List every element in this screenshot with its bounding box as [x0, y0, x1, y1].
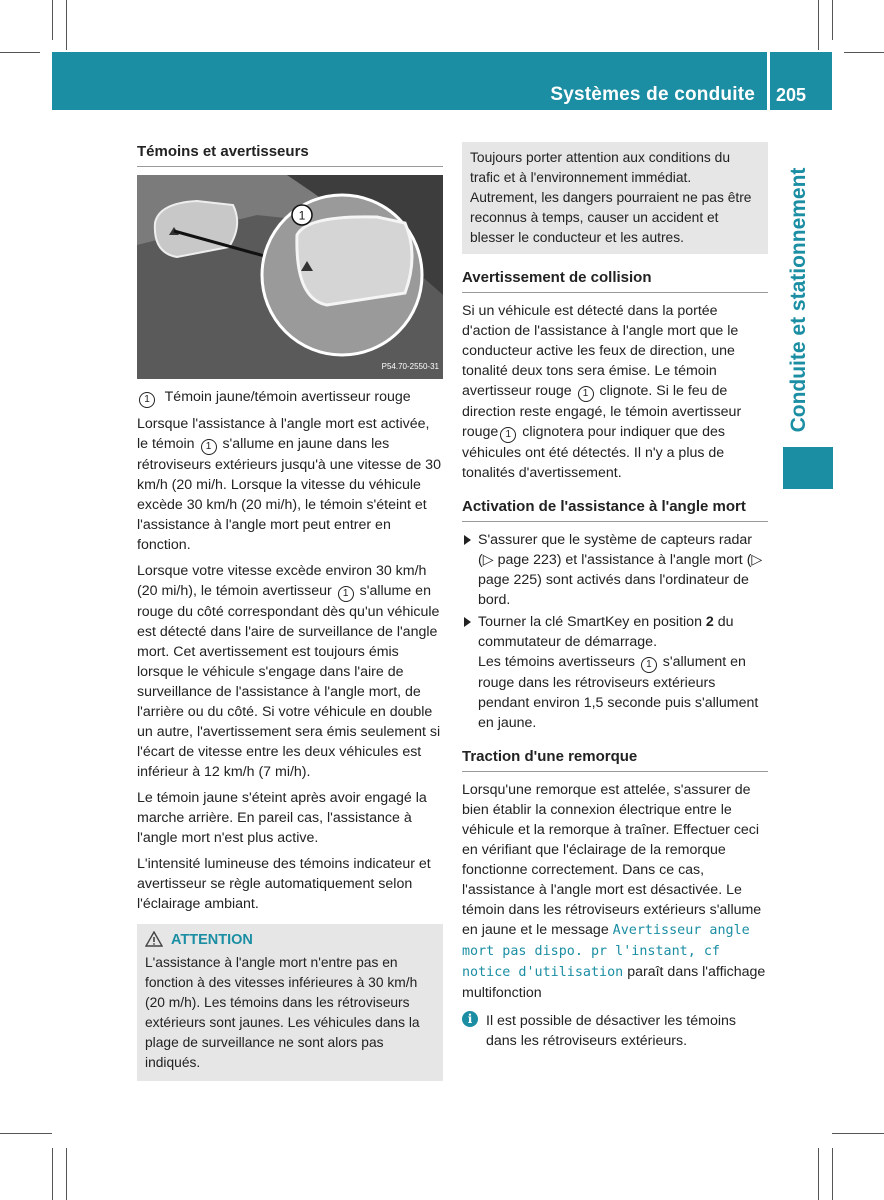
- crop-mark: [0, 52, 40, 53]
- info-text: Il est possible de désactiver les témoins dans les rétroviseurs extérieurs.: [486, 1013, 736, 1049]
- mirror-illustration: [137, 175, 443, 379]
- callout-number: 1: [338, 586, 354, 602]
- crop-mark: [52, 1148, 53, 1200]
- side-tab-marker: [783, 447, 833, 489]
- crop-mark: [66, 0, 67, 50]
- side-tab: [779, 150, 819, 450]
- text: clignotera pour indiquer que des véhicules ont été détectés. Il n'y a plus de tonalités d'avertissement.: [462, 424, 725, 481]
- text: s'allume en rouge du côté correspondant dès qu'un véhicule est détecté dans l'aire de surveillance de l'angle mort. Cet avertissement est toujours émis lorsque le véhicule s'engage dans l'aire de surveillance de l'assistance à l'angle mort, de l'arrière ou du côté. Si votre véhicule en double un autre, l'avertissement sera émis seulement si l'écart de vitesse entre les deux véhicules est inférieur à 12 km/h (7 mi/h).: [137, 583, 441, 780]
- page-number-box: [767, 52, 832, 110]
- text: paraît dans l'affichage multifonction: [462, 964, 766, 1001]
- text: Les témoins avertisseurs: [478, 654, 639, 670]
- paragraph: [462, 780, 768, 1003]
- info-icon: i: [462, 1011, 478, 1027]
- side-tab-label: Conduite et stationnement: [787, 167, 810, 433]
- callout-number: 1: [139, 392, 155, 408]
- page-number: 205: [776, 85, 807, 105]
- left-column: [137, 142, 443, 1081]
- crop-mark: [52, 0, 53, 40]
- section-title: Témoins et avertisseurs: [137, 142, 443, 167]
- text: s'allume en jaune dans les rétroviseurs extérieurs jusqu'à une vitesse de 30 km/h (20 mi/h. Lorsque la vitesse du véhicule excède 30 km/h (20 mi/h), le témoin s'éteint et l'assistance à l'angle mort peut entrer en fonction.: [137, 436, 441, 553]
- section-title: Traction d'une remorque: [462, 747, 768, 772]
- warning-box: [137, 924, 443, 1081]
- crop-mark: [832, 0, 833, 40]
- text: Lorsque l'assistance à l'angle mort est activée, le témoin: [137, 416, 430, 452]
- crop-mark: [66, 1148, 67, 1200]
- display-message: Avertisseur angle mort pas dispo. pr l'instant, cf notice d'utilisation: [462, 923, 750, 980]
- paragraph: L'intensité lumineuse des témoins indicateur et avertisseur se règle automatiquement selon l'éclairage ambiant.: [137, 856, 431, 912]
- text: Lorsqu'une remorque est attelée, s'assurer de bien établir la connexion électrique entre le véhicule et la remorque à traîner. Effectuer ceci en vérifiant que l'éclairage de la remorque fonctionne correctement. Dans ce cas, l'assistance à l'angle mort est désactivée. Le témoin dans les rétroviseurs extérieurs s'allume en jaune et le message: [462, 782, 762, 938]
- list-item: S'assurer que le système de capteurs radar (▷ page 223) et l'assistance à l'angle mort (▷ page 225) sont activés dans l'ordinateur de bord.: [462, 530, 768, 610]
- warning-triangle-icon: [145, 931, 163, 947]
- callout-number: 1: [641, 657, 657, 673]
- text: Lorsque votre vitesse excède environ 30 km/h (20 mi/h), le témoin avertisseur: [137, 563, 427, 599]
- crop-mark: [818, 1148, 819, 1200]
- text: Si un véhicule est détecté dans la portée d'action de l'assistance à l'angle mort que le conducteur active les feux de direction, une tonalité deux tons sera émise. Le témoin avertisseur rouge: [462, 303, 739, 399]
- header-bar: [52, 52, 767, 110]
- page-title: Systèmes de conduite: [550, 84, 755, 105]
- crop-mark: [844, 52, 884, 53]
- warning-title: ATTENTION: [171, 932, 253, 948]
- crop-mark: [0, 1133, 52, 1134]
- text: clignote. Si le feu de direction reste engagé, le témoin avertisseur rouge: [462, 383, 742, 440]
- crop-mark: [818, 0, 819, 50]
- mirror-photo: [137, 175, 443, 379]
- legend-text: Témoin jaune/témoin avertisseur rouge: [164, 389, 411, 405]
- section-title: Avertissement de collision: [462, 268, 768, 293]
- figure-legend: [137, 387, 443, 408]
- paragraph: Le témoin jaune s'éteint après avoir engagé la marche arrière. En pareil cas, l'assistance à l'angle mort n'est plus active.: [137, 790, 427, 846]
- info-note: [462, 1011, 768, 1051]
- caution-box: Toujours porter attention aux conditions du trafic et à l'environnement immédiat. Autrement, les dangers pourraient ne pas être reconnus à temps, causer un accident et blesser le conducteur et les autres.: [462, 142, 768, 254]
- text: Tourner la clé SmartKey en position: [478, 614, 706, 630]
- warning-text: L'assistance à l'angle mort n'entre pas en fonction à des vitesses inférieures à 30 km/h (20 m/h). Les témoins dans les rétroviseurs extérieurs sont jaunes. Les véhicules dans la plage de surveillance ne sont alors pas indiqués.: [145, 955, 420, 1070]
- right-column: [462, 142, 768, 1051]
- crop-mark: [832, 1148, 833, 1200]
- paragraph: [137, 561, 443, 782]
- list-item: [462, 612, 768, 733]
- text: du commutateur de démarrage.: [478, 614, 734, 650]
- figure-code: P54.70-2550-31: [381, 362, 439, 371]
- crop-mark: [832, 1133, 884, 1134]
- callout-number: 1: [578, 386, 594, 402]
- text-bold: 2: [705, 614, 714, 630]
- section-title: Activation de l'assistance à l'angle mort: [462, 497, 768, 522]
- warning-header: [145, 930, 435, 950]
- figure-callout: 1: [298, 208, 306, 223]
- callout-number: 1: [201, 439, 217, 455]
- paragraph: [137, 414, 443, 555]
- text: s'allument en rouge dans les rétroviseurs extérieurs pendant environ 1,5 seconde puis s'allument en jaune.: [478, 654, 759, 731]
- callout-number: 1: [500, 427, 516, 443]
- paragraph: [462, 301, 768, 483]
